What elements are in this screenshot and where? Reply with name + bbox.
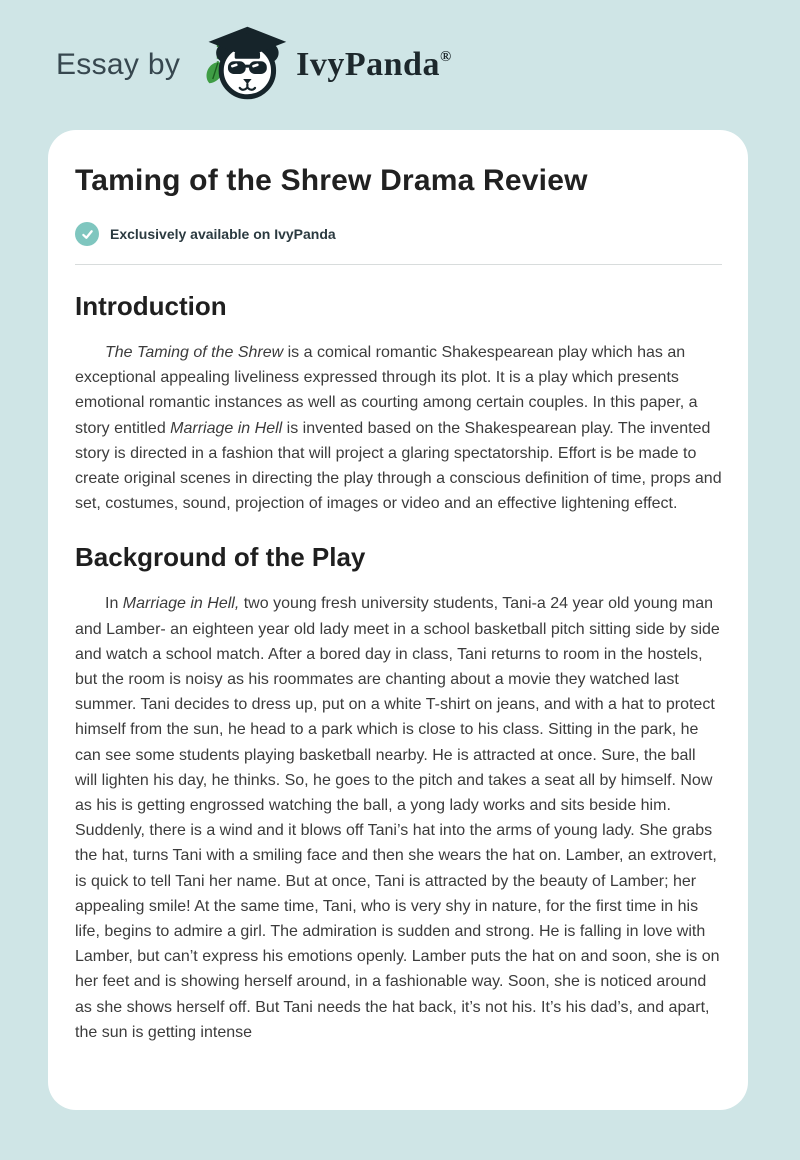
intro-paragraph [75, 340, 722, 516]
background-heading: Background of the Play [75, 542, 366, 573]
story-title-ref: Marriage in Hell [170, 419, 283, 437]
divider [75, 264, 722, 265]
essay-card [48, 130, 748, 1110]
intro-heading: Introduction [75, 291, 227, 321]
paragraph-text: In [105, 595, 123, 613]
brand-logo [200, 25, 452, 106]
brand-name-text: IvyPanda [296, 46, 440, 83]
panda-graduate-logo-icon [200, 25, 288, 106]
paragraph-text: is a comical romantic Shakespearean play which has an exceptional appealing liveliness expressed through its plot. It is a play which presents emotional romantic instances as well as courting among certain couples. In this paper, a story entitled [75, 344, 698, 437]
background-paragraph [75, 591, 722, 1045]
paragraph-text: two young fresh university students, Tani-a 24 year old young man and Lamber- an eighteen year old lady meet in a school basketball pitch sitting side by side and watch a school match. After a bored day in class, Tani returns to room in the hostels, but the room is noisy as his roommates are chanting about a movie they watched last summer. Tani decides to dress up, put on a white T-shirt on jeans, and with a hat to protect himself from the sun, he head to a park which is close to his class. Sitting in the park, he can see some students playing basketball nearby. He is attracted at once. Sure, the ball will lighten his day, he thinks. So, he goes to the pitch and takes a seat all by himself. Now as his is getting engrossed watching the ball, a yong lady works and sits beside him. Suddenly, there is a wind and it blows off Tani’s hat into the arms of young lady. She grabs the hat, turns Tani with a smiling face and then she wears the hat on. Lamber, an extrovert, is quick to tell Tani her name. But at once, Tani is attracted by the beauty of Lamber; her appealing smile! At the same time, Tani, who is very shy in nature, for the first time in his life, begins to admire a girl. The admiration is sudden and strong. He is falling in love with Lamber, but can’t express his emotions openly. Lamber puts the hat on and soon, she is on her feet and is showing herself around, in a fashionable way. Soon, she is noticed around as she shows herself off. But Tani needs the hat back, it’s not his. It’s his dad’s, and apart, the sun is getting intense [75, 595, 720, 1041]
essay-by-label: Essay by [56, 48, 181, 81]
availability-text: Exclusively available on IvyPanda [110, 226, 336, 242]
brand-name [296, 46, 452, 84]
page-header [0, 0, 800, 130]
availability-badge [75, 222, 722, 246]
play-title-ref: The Taming of the Shrew [105, 344, 284, 361]
registered-mark: ® [439, 49, 452, 65]
check-icon [75, 222, 99, 246]
paragraph-text: is invented based on the Shakespearean play. The invented story is directed in a fashion that will project a glaring spectatorship. Effort is be made to create original scenes in directing the play through a conscious definition of time, props and set, costumes, sound, projection of images or video and an effective lightening effect. [75, 419, 722, 513]
page-title: Taming of the Shrew Drama Review [75, 164, 588, 197]
story-title-ref: Marriage in Hell, [122, 595, 240, 613]
